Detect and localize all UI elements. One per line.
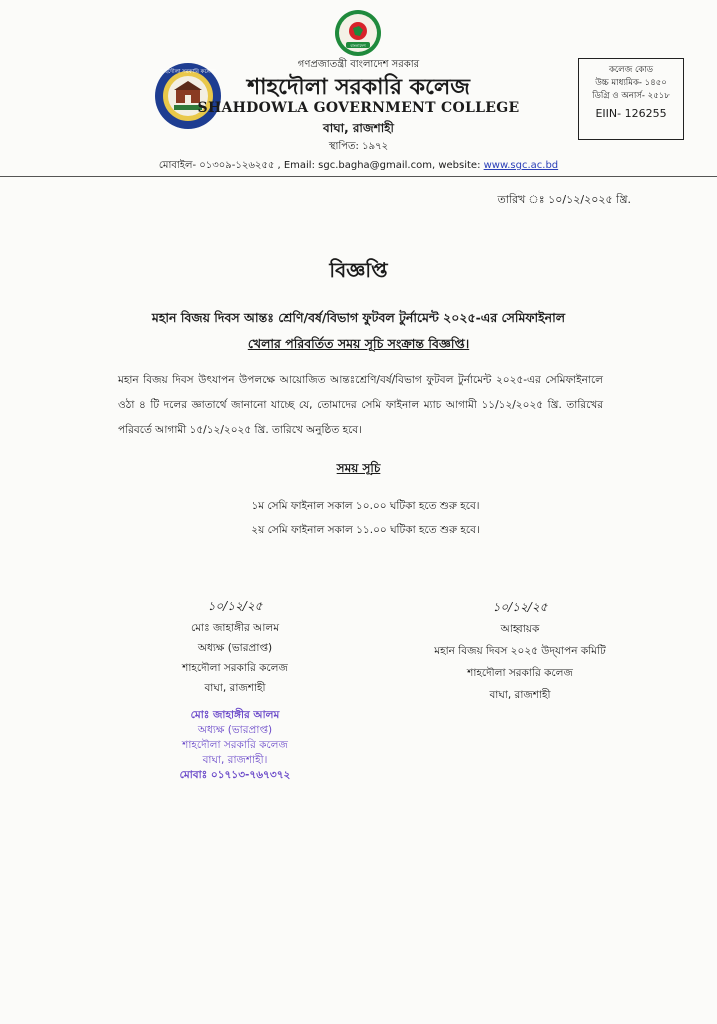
contact-line bbox=[0, 158, 717, 175]
schedule-list bbox=[0, 494, 717, 542]
college-code-box bbox=[578, 58, 684, 140]
convener-org: শাহদৌলা সরকারি কলেজ bbox=[467, 667, 573, 679]
website-link[interactable]: www.sgc.ac.bd bbox=[483, 160, 559, 171]
code-box-title: কলেজ কোড bbox=[608, 65, 654, 75]
government-emblem bbox=[333, 8, 383, 58]
notice-title: বিজ্ঞপ্তি bbox=[329, 258, 388, 282]
contact-info: মোবাইল- ০১৩০৯-১২৬২৫৫ , Email: sgc.bagha@gmail.com, website: bbox=[158, 160, 484, 171]
convener-signature-block bbox=[380, 596, 660, 706]
principal-designation: অধ্যক্ষ (ভারপ্রাপ্ত) bbox=[197, 642, 273, 654]
convener-signature-date: ১০/১২/২৫ bbox=[492, 600, 548, 614]
schedule-item: ১ম সেমি ফাইনাল সকাল ১০.০০ ঘটিকা হতে শুরু হবে। bbox=[251, 500, 480, 512]
principal-seal-stamp bbox=[110, 708, 360, 783]
degree-code: ডিগ্রি ও অনার্স- ২৫১৮ bbox=[592, 91, 670, 101]
convener-committee: মহান বিজয় দিবস ২০২৫ উদ্‌যাপন কমিটি bbox=[434, 645, 606, 657]
schedule-item: ২য় সেমি ফাইনাল সকাল ১১.০০ ঘটিকা হতে শুরু হবে। bbox=[251, 524, 480, 536]
established-year: স্থাপিত: ১৯৭২ bbox=[328, 141, 389, 152]
principal-name: মোঃ জাহাঙ্গীর আলম bbox=[190, 622, 280, 634]
subject-line-2: খেলার পরিবর্তিত সময় সূচি সংক্রান্ত বিজ্ঞপ্তি। bbox=[247, 336, 470, 351]
svg-text:শাহদৌলা সরকারি কলেজ: শাহদৌলা সরকারি কলেজ bbox=[160, 69, 216, 75]
seal-mobile: মোবাঃ ০১৭১৩-৭৬৭৩৭২ bbox=[179, 769, 291, 781]
hsc-code: উচ্চ মাধ্যমিক- ১৪৫০ bbox=[595, 78, 667, 88]
principal-signature-block bbox=[120, 596, 350, 698]
header-divider bbox=[0, 176, 717, 177]
principal-place: বাঘা, রাজশাহী bbox=[204, 682, 266, 694]
college-address: বাঘা, রাজশাহী bbox=[323, 121, 394, 135]
seal-designation: অধ্যক্ষ (ভারপ্রাপ্ত) bbox=[197, 724, 273, 736]
seal-place: বাঘা, রাজশাহী। bbox=[202, 754, 268, 766]
notice-date: তারিখ ঃ ১০/১২/২০২৫ খ্রি. bbox=[497, 193, 631, 206]
principal-org: শাহদৌলা সরকারি কলেজ bbox=[182, 662, 288, 674]
principal-signature-date: ১০/১২/২৫ bbox=[207, 599, 263, 613]
government-line: গণপ্রজাতন্ত্রী বাংলাদেশ সরকার bbox=[297, 59, 420, 70]
svg-text:বাংলাদেশ: বাংলাদেশ bbox=[350, 43, 366, 48]
eiin-number: EIIN- 126255 bbox=[595, 107, 667, 120]
subject-line-1: মহান বিজয় দিবস আন্তঃ শ্রেণি/বর্ষ/বিভাগ ফুটবল টুর্নামেন্ট ২০২৫-এর সেমিফাইনাল bbox=[151, 310, 566, 325]
seal-org: শাহদৌলা সরকারি কলেজ bbox=[182, 739, 288, 751]
notice-subject bbox=[0, 305, 717, 357]
seal-name: মোঃ জাহাঙ্গীর আলম bbox=[190, 709, 280, 721]
notice-body: মহান বিজয় দিবস উৎযাপন উপলক্ষে আয়োজিত আন্তঃশ্রেণি/বর্ষ/বিভাগ ফুটবল টুর্নামেন্ট ২০২৫-এর সেমিফাইনালে ওঠা ৪ টি দলের জ্ঞাতার্থে জানানো যাচ্ছে যে, তোমাদের সেমি ফাইনাল ম্যাচ আগামী ১১/১২/২০২৫ খ্রি. তারিখের পরিবর্তে আগামী ১৫/১২/২০২৫ খ্রি. তারিখে অনুষ্ঠিত হবে। bbox=[118, 374, 603, 436]
schedule-title: সময় সূচি bbox=[336, 461, 381, 475]
convener-role: আহ্বায়ক bbox=[500, 623, 540, 635]
college-name-bangla: শাহদৌলা সরকারি কলেজ bbox=[247, 75, 470, 100]
college-name-english: SHAHDOWLA GOVERNMENT COLLEGE bbox=[197, 100, 520, 116]
convener-place: বাঘা, রাজশাহী bbox=[489, 689, 551, 701]
